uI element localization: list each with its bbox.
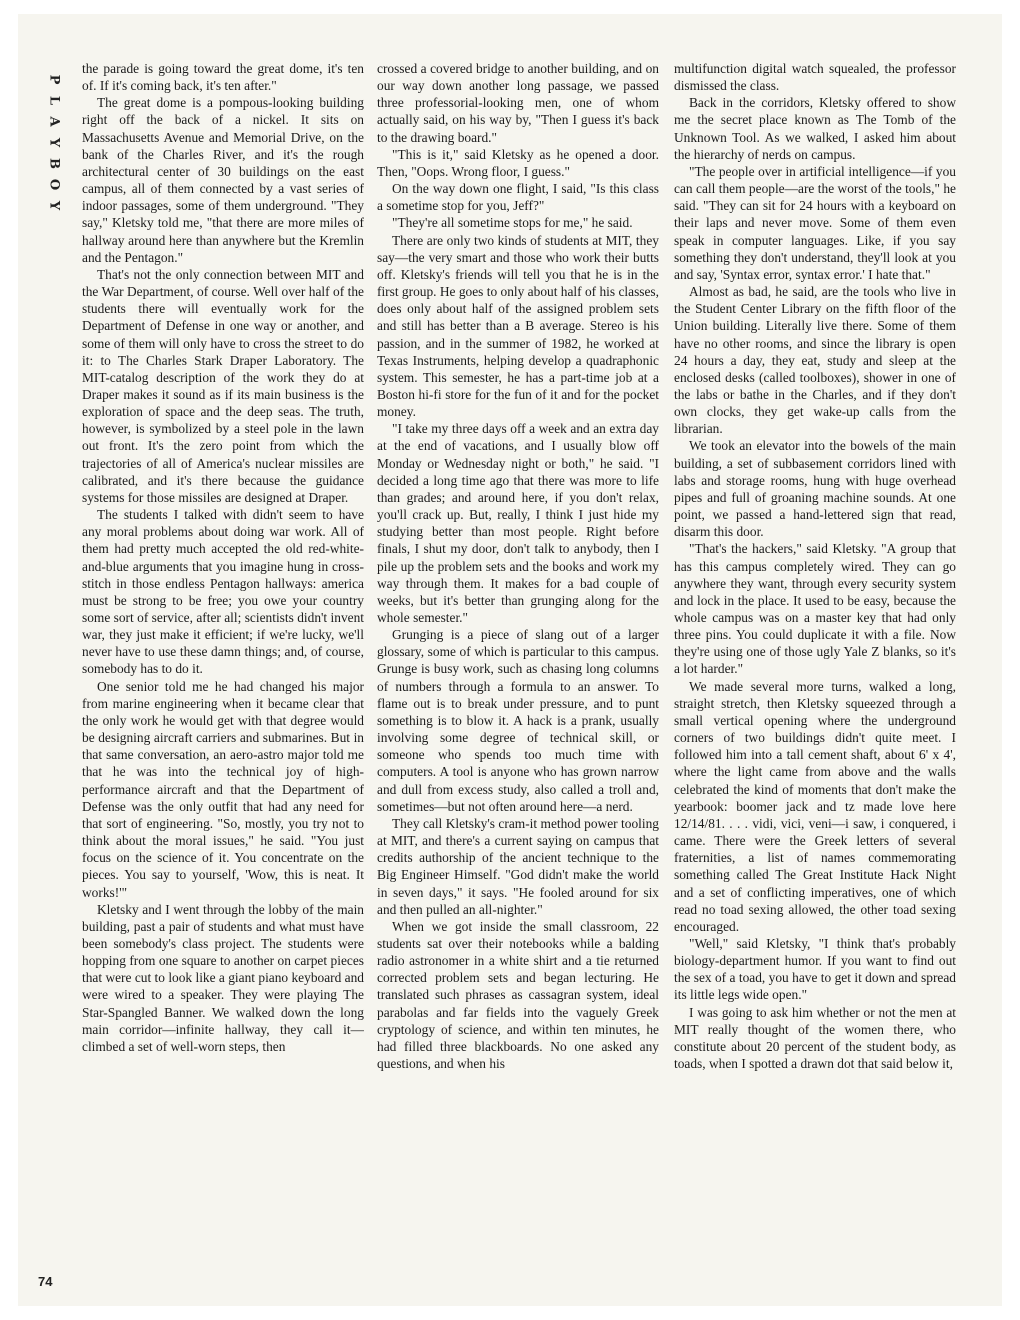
paragraph: I was going to ask him whether or not the men at MIT really thought of the women there, who constitute about 20 percent of the student body, as toads, when I spotted a drawn dot that said below it, [674, 1004, 956, 1072]
paragraph: We took an elevator into the bowels of the main building, a set of subbasement corridors lined with labs and storage rooms, hung with huge overhead pipes and full of groaning machine sounds. At one point, we passed a hand-lettered sign that read, disarm this door. [674, 438, 956, 540]
paragraph: the parade is going toward the great dome, it's ten of. If it's coming back, it's ten after." [82, 61, 364, 94]
page-number: 74 [38, 1274, 53, 1289]
masthead-letter: L [46, 95, 62, 106]
paragraph: The students I talked with didn't seem to have any moral problems about doing war work. All of them had pretty much accepted the old red-white-and-blue arguments that you imagine hung in cross-stitch in those endless Pentagon hallways: america must be strong to be free; you owe your country some sort of service, after all; scientists didn't invent war, they just make it efficient; if we're lucky, we'll never have to use these damn things; and, of course, somebody has to do it. [82, 507, 364, 677]
paragraph: "That's the hackers," said Kletsky. "A group that has this campus completely wired. They can go anywhere they want, through every security system and lock in the place. It used to be easy, because the whole campus was on a master key that had only three pins. You could duplicate it with a file. Now they're using one of those ugly Yale Z blanks, so it's a lot harder." [674, 541, 956, 677]
paragraph: "I take my three days off a week and an extra day at the end of vacations, and I usually blow off Monday or Wednesday night or both," he said. "I decided a long time ago that there was more to life than grades; and around here, if you don't relax, you'll crack up. But, really, I think I just hide my studying better than most people. Right before finals, I shut my door, don't talk to anybody, then I pile up the problem sets and the books and work my way through them. It makes for a bad couple of weeks, but it's better than grunging along for the whole semester." [377, 421, 659, 625]
paragraph: "They're all sometime stops for me," he said. [392, 215, 633, 231]
masthead-letter: P [46, 74, 62, 85]
masthead-letter: Y [46, 200, 62, 211]
masthead-letter: O [46, 178, 62, 191]
paragraph: Kletsky and I went through the lobby of the main building, past a pair of students and what must have been somebody's class project. The students were hopping from one square to another on carpet pieces that were cut to look like a giant piano keyboard and were wired to a speaker. They were playing The Star-Spangled Banner. We walked down the long main corridor—infinite hallway, they call it—climbed a set of well-worn steps, then [82, 901, 364, 1054]
column-3 [674, 60, 956, 1292]
paragraph: "The people over in artificial intelligence—if you can call them people—are the worst of the tools," he said. "They can sit for 24 hours with a keyboard on their laps and never move. Some of them even speak in computer languages. Like, if you say something they don't understand, they'll look at you and say, 'Syntax error, syntax error.' I hate that." [674, 163, 956, 282]
paragraph: Back in the corridors, Kletsky offered to show me the secret place known as The Tomb of the Unknown Tool. As we walked, I asked him about the hierarchy of nerds on campus. [674, 95, 956, 162]
paragraph: When we got inside the small classroom, 22 students sat over their notebooks while a balding radio astronomer in a white shirt and a tie returned corrected problem sets and began lecturing. He translated such phrases as cassagran system, ideal parabolas and far fields into the vaguely Greek cryptology of science, and within ten minutes, he had filled three blackboards. No one asked any questions, and when his [377, 918, 659, 1072]
column-2 [377, 60, 659, 1292]
paragraph: crossed a covered bridge to another building, and on our way down another long passage, we passed three professorial-looking men, one of whom actually said, on his way by, "Then I guess it's back to the drawing board." [377, 61, 659, 145]
paragraph: multifunction digital watch squealed, the professor dismissed the class. [674, 61, 956, 94]
masthead-letter: Y [46, 137, 62, 148]
paragraph: On the way down one flight, I said, "Is this class a sometime stop for you, Jeff?" [377, 181, 659, 214]
paragraph: We made several more turns, walked a long, straight stretch, then Kletsky squeezed through a small vertical opening where the underground corners of two buildings didn't quite meet. I followed him into a tall cement shaft, about 6' x 4', where the light came from above and the walls celebrated the kind of moments that don't make the yearbook: boomer jack and tz made love here 12/14/81. . . . vidi, vici, veni—i saw, i conquered, i came. There were the Greek letters of several fraternities, a list of names commemorating something called The Great Institute Hack Night and a set of conflicting imperatives, one of which read no toad sexing allowed, the other toad sexing encouraged. [674, 678, 956, 934]
paragraph: That's not the only connection between MIT and the War Department, of course. Well over half of the students there will eventually work for the Department of Defense in one way or another, and some of them will only have to cross the street to do it: to The Charles Stark Draper Laboratory. The MIT-catalog description of the work they do at Draper makes it sound as if its main business is the exploration of space and the deep seas. The truth, however, is symbolized by a steel pole in the lawn out front. It's the zero point from which the trajectories of all of America's nuclear missiles are calibrated, and it's there because the guidance systems for those missiles are designed at Draper. [82, 266, 364, 505]
paragraph: Almost as bad, he said, are the tools who live in the Student Center Library on the fifth floor of the Union building. Literally live there. Some of them have no other rooms, and since the library is open 24 hours a day, they eat, study and sleep at the enclosed desks (called toolboxes), shower in one of the labs or bathe in the Charles, and if they don't own clocks, they get wake-up calls from the librarian. [674, 284, 956, 437]
magazine-page [18, 14, 1002, 1306]
paragraph: The great dome is a pompous-looking building right off the back of a nickel. It sits on Massachusetts Avenue and Memorial Drive, on the bank of the Charles River, and it's the rough architectural center of 30 buildings on the east campus, all of them connected by a vast series of indoor passages, some of them underground. "They say," Kletsky told me, "that there are more miles of hallway around here than anywhere but the Kremlin and the Pentagon." [82, 95, 364, 265]
paragraph: "This is it," said Kletsky as he opened a door. Then, "Oops. Wrong floor, I guess." [377, 146, 659, 179]
column-1 [82, 60, 364, 1292]
masthead-letter: A [46, 116, 62, 127]
paragraph: Grunging is a piece of slang out of a larger glossary, some of which is particular to this campus. Grunge is busy work, such as chasing long columns of numbers through a formula to an answer. To flame out is to break under pressure, and to punt something is to blow it. A hack is a prank, usually involving some degree of technical skill, or someone who spends too much time with computers. A tool is anyone who has grown narrow and dull from excess study, also called a troll and, sometimes—but not often around here—a nerd. [377, 627, 659, 814]
paragraph: One senior told me he had changed his major from marine engineering when it became clear that the only work he would get with that degree would be designing aircraft carriers and submarines. But in that same conversation, an aero-astro major told me that he was into the technical joy of high-performance aircraft and that the Department of Defense was the only outfit that had any need for that sort of engineering. "So, mostly, you try not to think about the moral issues," he said. "You just focus on the science of it. You concentrate on the pieces. You say to yourself, 'Wow, this is neat. It works!'" [82, 678, 364, 900]
paragraph: "Well," said Kletsky, "I think that's probably biology-department humor. If you want to find out the sex of a toad, you have to get it down and spread its little legs wide open." [674, 935, 956, 1003]
paragraph: They call Kletsky's cram-it method power tooling at MIT, and there's a current saying on campus that credits authorship of the ancient technique to the Big Engineer Himself. "God didn't make the world in seven days," it says. "He fooled around for six and then pulled an all-nighter." [377, 815, 659, 917]
masthead-letter: B [46, 158, 62, 169]
magazine-masthead [44, 69, 64, 216]
paragraph: There are only two kinds of students at MIT, they say—the very smart and those who work their butts off. Kletsky's friends will tell you that he is in the first group. He goes to only about half of his classes, does only about half of the assigned problem sets and still has better than a B average. Stereo is his passion, and in the summer of 1982, he worked at Texas Instruments, helping develop a quadraphonic system. This semester, he has a part-time job at a Boston hi-fi store for the fun of it and for the pocket money. [377, 232, 659, 420]
